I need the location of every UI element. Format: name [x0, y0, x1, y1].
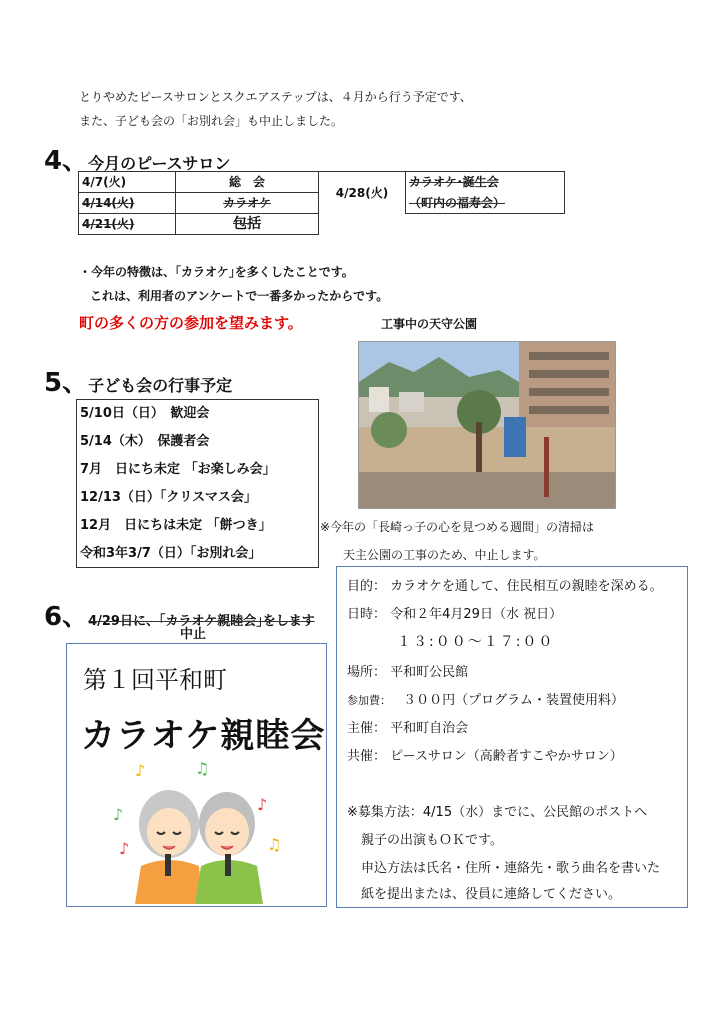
section-4-number: 4、: [44, 146, 89, 176]
kids-event-schedule: [76, 399, 319, 568]
kids-event-item: 5/14（木） 保護者会: [80, 434, 210, 449]
section-5-number: 5、: [44, 368, 89, 398]
cleanup-note-1: ※今年の「長崎っ子の心を見つめる週間」の清掃は: [320, 520, 595, 534]
salon-special-date: 4/28(火): [319, 172, 406, 214]
salon-note-2: これは、利用者のアンケートで一番多かったからです。: [90, 289, 389, 303]
svg-text:♪: ♪: [119, 839, 130, 858]
svg-text:♪: ♪: [113, 805, 124, 824]
kids-event-item: 7月 日にち未定 「お楽しみ会」: [80, 462, 276, 477]
section-6-number: 6、: [44, 602, 89, 632]
svg-text:♪: ♪: [257, 795, 268, 814]
salon-special-event-1: カラオケ･誕生会: [406, 172, 565, 193]
park-construction-photo: [358, 341, 616, 509]
event-info-box: [336, 566, 688, 908]
singing-couple-illustration: [107, 762, 287, 904]
section-5-heading: [44, 362, 232, 399]
kids-event-item: 12月 日にちは未定 「餅つき」: [80, 518, 272, 533]
info-recruit-2: 親子の出演もＯＫです。: [361, 833, 503, 848]
svg-text:♪: ♪: [135, 762, 146, 780]
info-fee: [347, 689, 624, 708]
info-cosponsor: 共催： ピースサロン（高齢者すこやかサロン）: [347, 749, 623, 764]
info-recruit-3: 申込方法は氏名・住所・連絡先・歌う曲名を書いた: [361, 861, 661, 876]
info-purpose: 目的： カラオケを通して、住民相互の親睦を深める。: [347, 579, 663, 594]
info-recruit-4: 紙を提出または、役員に連絡してください。: [361, 887, 622, 902]
salon-schedule-table: [78, 171, 565, 235]
info-organizer: 主催： 平和町自治会: [347, 721, 469, 736]
info-place: 場所： 平和町公民館: [347, 665, 469, 680]
salon-date: 4/21(火): [79, 214, 176, 235]
section-6-title: 4/29日に、｢カラオケ親睦会｣をします: [88, 614, 315, 629]
cleanup-note-2: 天主公園の工事のため、中止します。: [343, 548, 546, 562]
salon-date: 4/7(火): [79, 172, 176, 193]
salon-date: 4/14(火): [79, 193, 176, 214]
info-fee-value: ３００円（プログラム・装置使用料）: [403, 693, 625, 708]
salon-event: 総 会: [176, 172, 319, 193]
info-fee-label: 参加費：: [347, 694, 391, 707]
kids-event-item: 令和3年3/7（日）「お別れ会」: [80, 546, 262, 561]
participation-appeal: 町の多くの方の参加を望みます。: [79, 314, 303, 332]
poster-title-1: 第１回平和町: [83, 666, 227, 694]
intro-line-2: また、子ども会の「お別れ会」も中止しました。: [79, 114, 344, 128]
kids-event-item: 12/13（日）「クリスマス会」: [80, 490, 257, 505]
section-5-title: 子ども会の行事予定: [88, 376, 233, 395]
salon-event: 包括: [176, 214, 319, 235]
cancelled-label: 中止: [180, 627, 207, 642]
info-time: １３:００～１７:００: [397, 634, 555, 650]
karaoke-poster: [66, 643, 327, 907]
photo-caption: 工事中の天守公園: [381, 317, 478, 331]
salon-event: カラオケ: [176, 193, 319, 214]
info-recruit-1: ※募集方法：4/15（水）までに、公民館のポストへ: [347, 805, 648, 820]
svg-text:♫: ♫: [267, 835, 282, 854]
kids-event-item: 5/10日（日） 歓迎会: [80, 406, 210, 421]
salon-note-1: ・今年の特徴は、｢カラオケ｣を多くしたことです。: [79, 265, 354, 279]
section-4-title: 今月のピースサロン: [88, 154, 231, 173]
salon-special-event-2: （町内の福寿会）: [406, 193, 565, 214]
poster-title-2: カラオケ親睦会: [81, 716, 326, 756]
intro-line-1: とりやめたピースサロンとスクエアステップは、４月から行う予定です、: [79, 90, 472, 104]
svg-text:♫: ♫: [195, 762, 210, 778]
info-datetime: 日時： 令和２年4月29日（水 祝日）: [347, 607, 563, 622]
